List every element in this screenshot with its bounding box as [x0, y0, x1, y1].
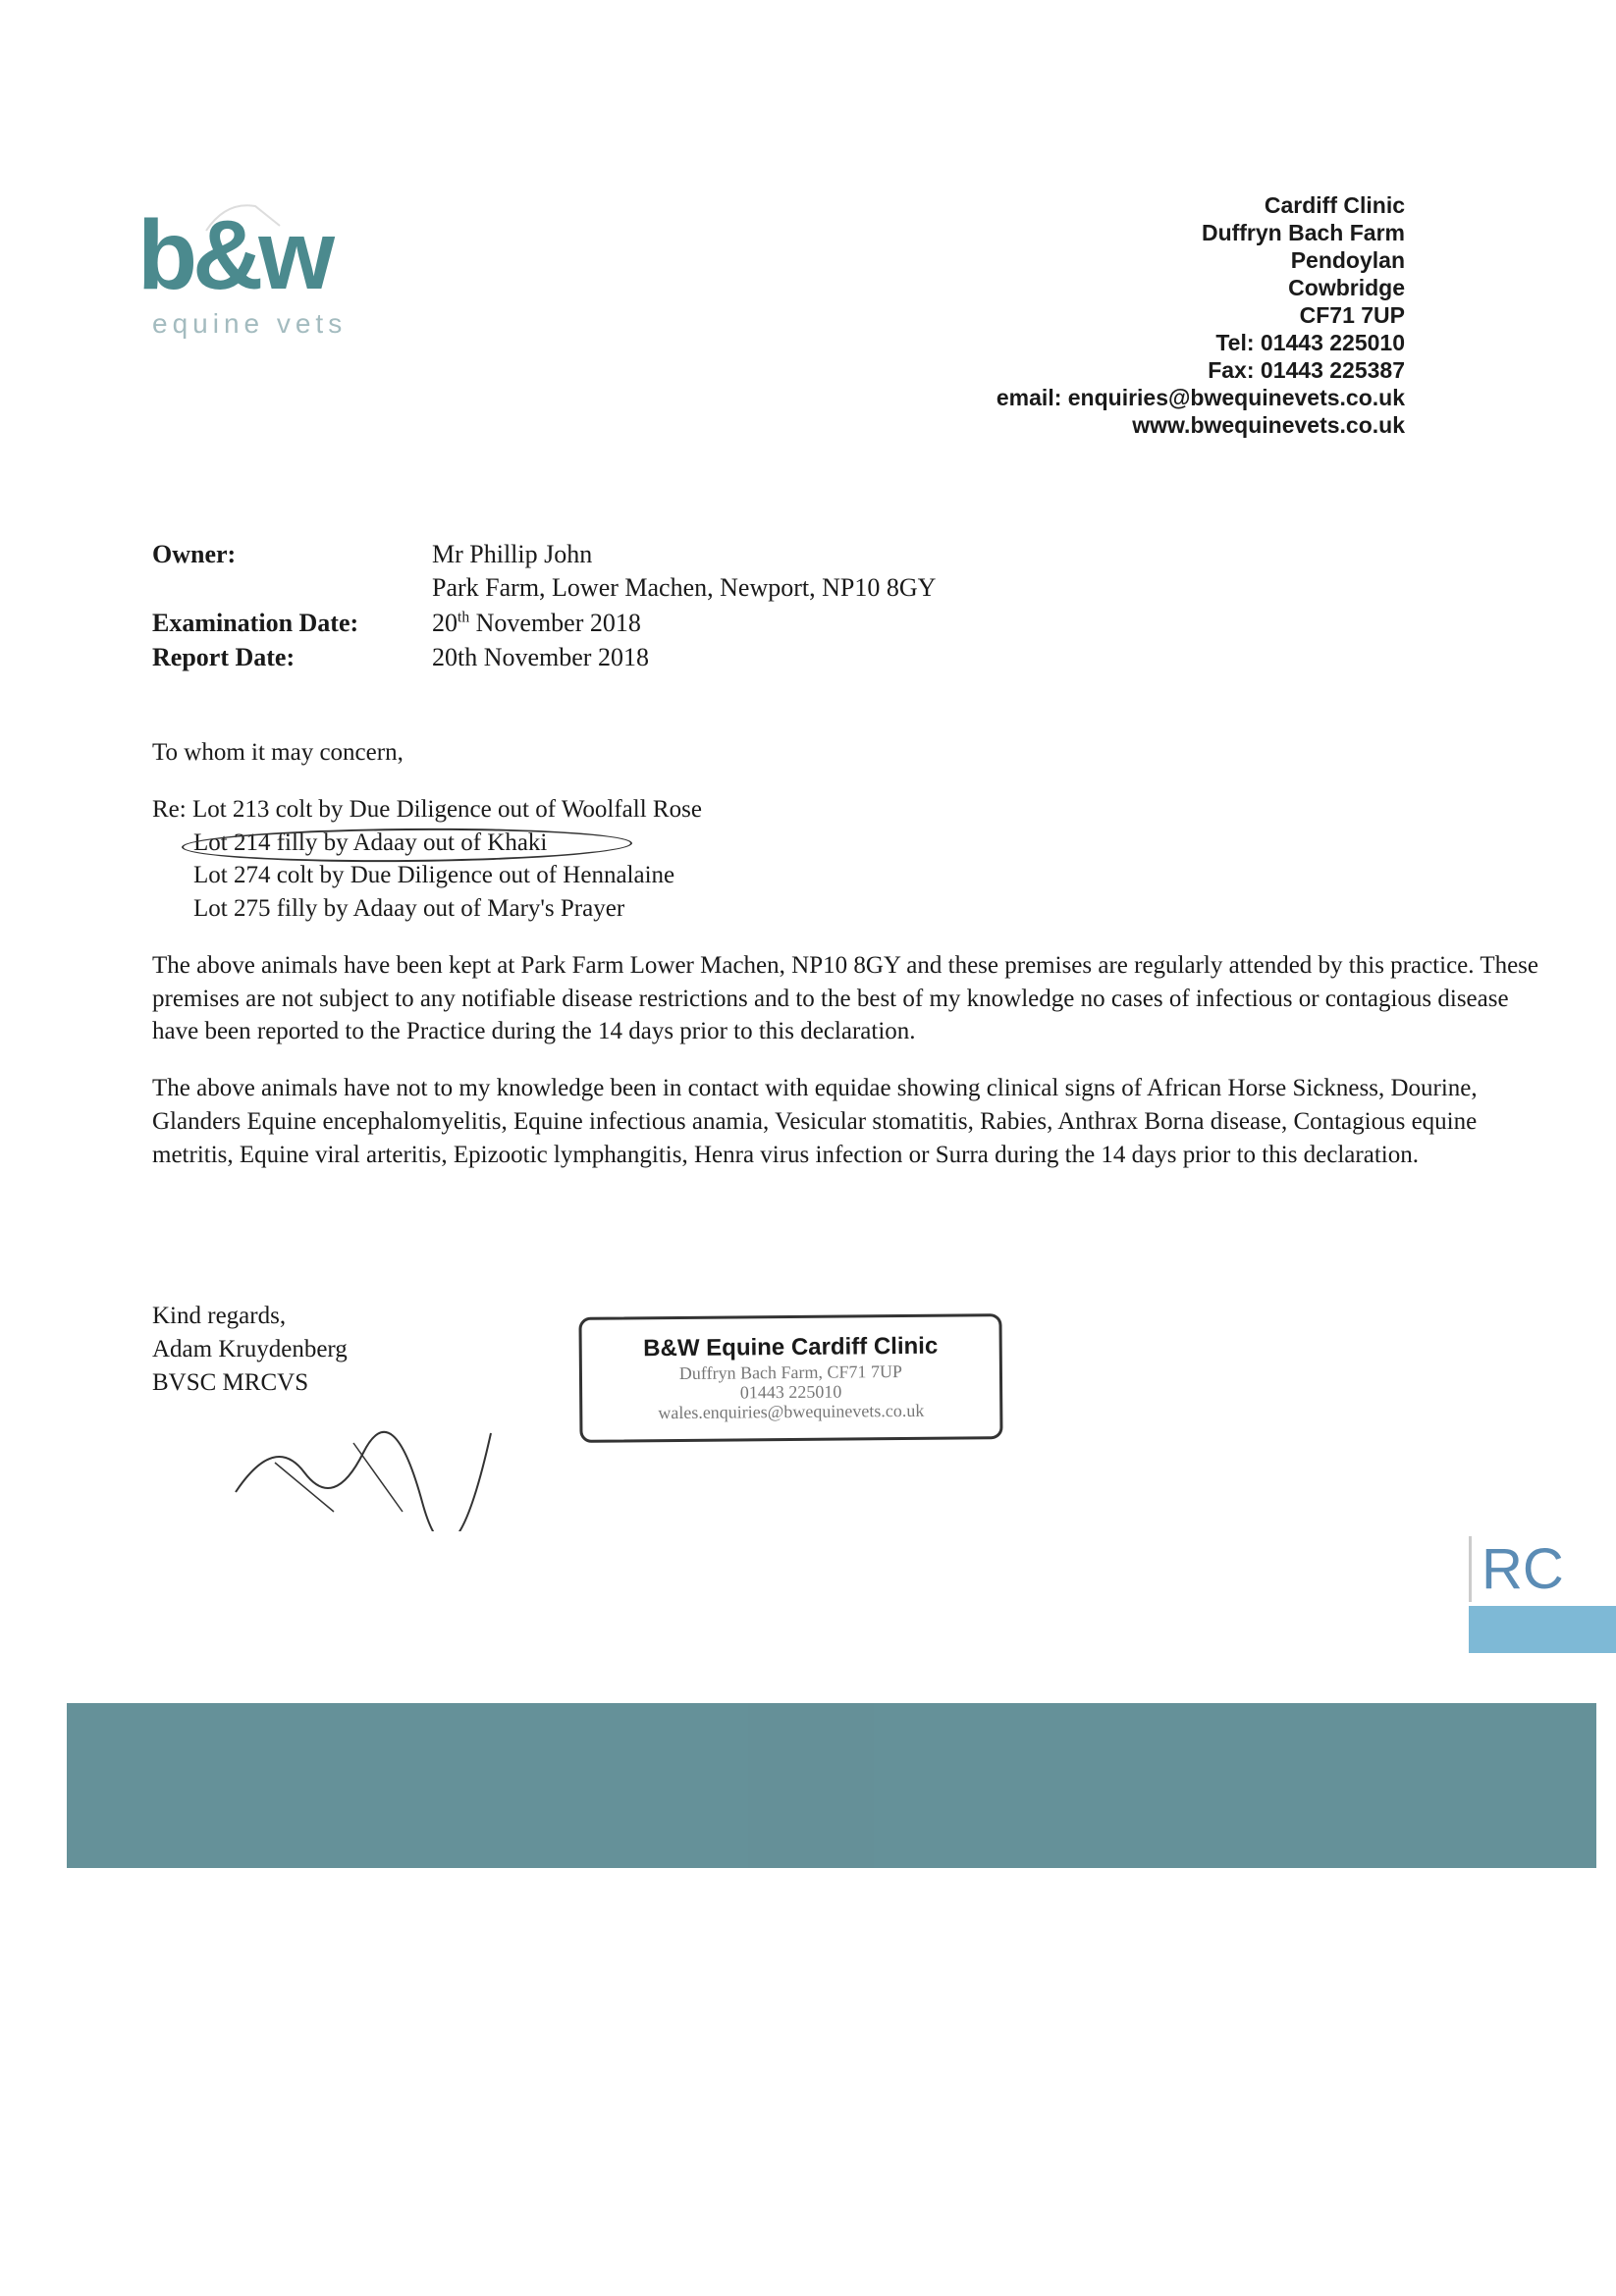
metadata-section — [152, 538, 936, 676]
paragraph: The above animals have not to my knowledge been in contact with equidae showing clinical signs of African Horse Sickness, Dourine, Glanders Equine encephalomyelitis, Equine infectious anamia, Vesicular stomatitis, Rabies, Anthrax Borna disease, Contagious equine metritis, Equine viral arteritis, Epizootic lymphangitis, Henra virus infection or Surra during the 14 days prior to this declaration. — [152, 1075, 1478, 1168]
address-line: Fax: 01443 225387 — [1208, 357, 1405, 384]
address-line: Cowbridge — [1288, 275, 1405, 301]
letter-body — [152, 736, 1546, 1195]
stamp-title: B&W Equine Cardiff Clinic — [643, 1332, 939, 1362]
rcvs-logo — [1469, 1536, 1616, 1674]
logo-sub: equine vets — [152, 308, 348, 339]
logo-main: b&w — [137, 200, 331, 310]
footer-text-line — [829, 1809, 834, 1830]
label-exam-date: Examination Date: — [152, 608, 359, 637]
rcvs-box — [1469, 1606, 1616, 1653]
lot-item: Lot 274 colt by Due Diligence out of Hennalaine — [193, 862, 675, 889]
stamp-line: Duffryn Bach Farm, CF71 7UP — [678, 1362, 903, 1384]
signature-icon — [216, 1414, 511, 1531]
address-line: CF71 7UP — [1299, 302, 1405, 329]
signatory-quals: BVSC MRCVS — [152, 1368, 309, 1396]
clinic-stamp — [578, 1313, 1002, 1443]
lot-item: Lot 275 filly by Adaay out of Mary's Prayer — [193, 895, 625, 922]
footer-text-line — [829, 1741, 834, 1762]
paragraph: The above animals have been kept at Park Farm Lower Machen, NP10 8GY and these premises are regularly attended by this practice. These premises are not subject to any notifiable disease restrictions and to the best of my knowledge no cases of infectious or contagious disease have been reported to the Practice during the 14 days prior to this declaration. — [152, 951, 1539, 1045]
value-exam-date: 20th November 2018 — [432, 608, 641, 637]
practice-logo — [137, 200, 412, 412]
stamp-line: 01443 225010 — [739, 1381, 842, 1403]
address-line: email: enquiries@bwequinevets.co.uk — [996, 385, 1405, 411]
closing-text: Kind regards, — [152, 1303, 287, 1329]
address-line: Pendoylan — [1290, 247, 1405, 274]
clinic-address — [997, 191, 1405, 439]
rcvs-text: RC — [1469, 1536, 1616, 1602]
horse-icon — [196, 196, 295, 240]
label-report-date: Report Date: — [152, 643, 296, 672]
address-line: www.bwequinevets.co.uk — [1132, 412, 1405, 439]
signature-block — [152, 1300, 348, 1399]
address-line: Duffryn Bach Farm — [1201, 220, 1405, 246]
signatory-name: Adam Kruydenberg — [152, 1335, 348, 1362]
lot-item-circled: Lot 214 filly by Adaay out of Khaki — [152, 827, 1546, 860]
value-owner-name: Mr Phillip John — [432, 540, 593, 568]
label-owner: Owner: — [152, 540, 237, 568]
footer-text-line — [829, 1770, 834, 1790]
lot-list — [152, 793, 1546, 926]
value-report-date: 20th November 2018 — [432, 643, 649, 672]
stamp-line: wales.enquiries@bwequinevets.co.uk — [658, 1400, 925, 1423]
value-owner-address: Park Farm, Lower Machen, Newport, NP10 8GY — [432, 572, 937, 602]
lot-item: Re: Lot 213 colt by Due Diligence out of Woolfall Rose — [152, 795, 702, 823]
address-line: Tel: 01443 225010 — [1215, 330, 1405, 356]
footer-banner — [67, 1703, 1596, 1868]
salutation: To whom it may concern, — [152, 739, 404, 766]
address-line: Cardiff Clinic — [1264, 192, 1405, 218]
